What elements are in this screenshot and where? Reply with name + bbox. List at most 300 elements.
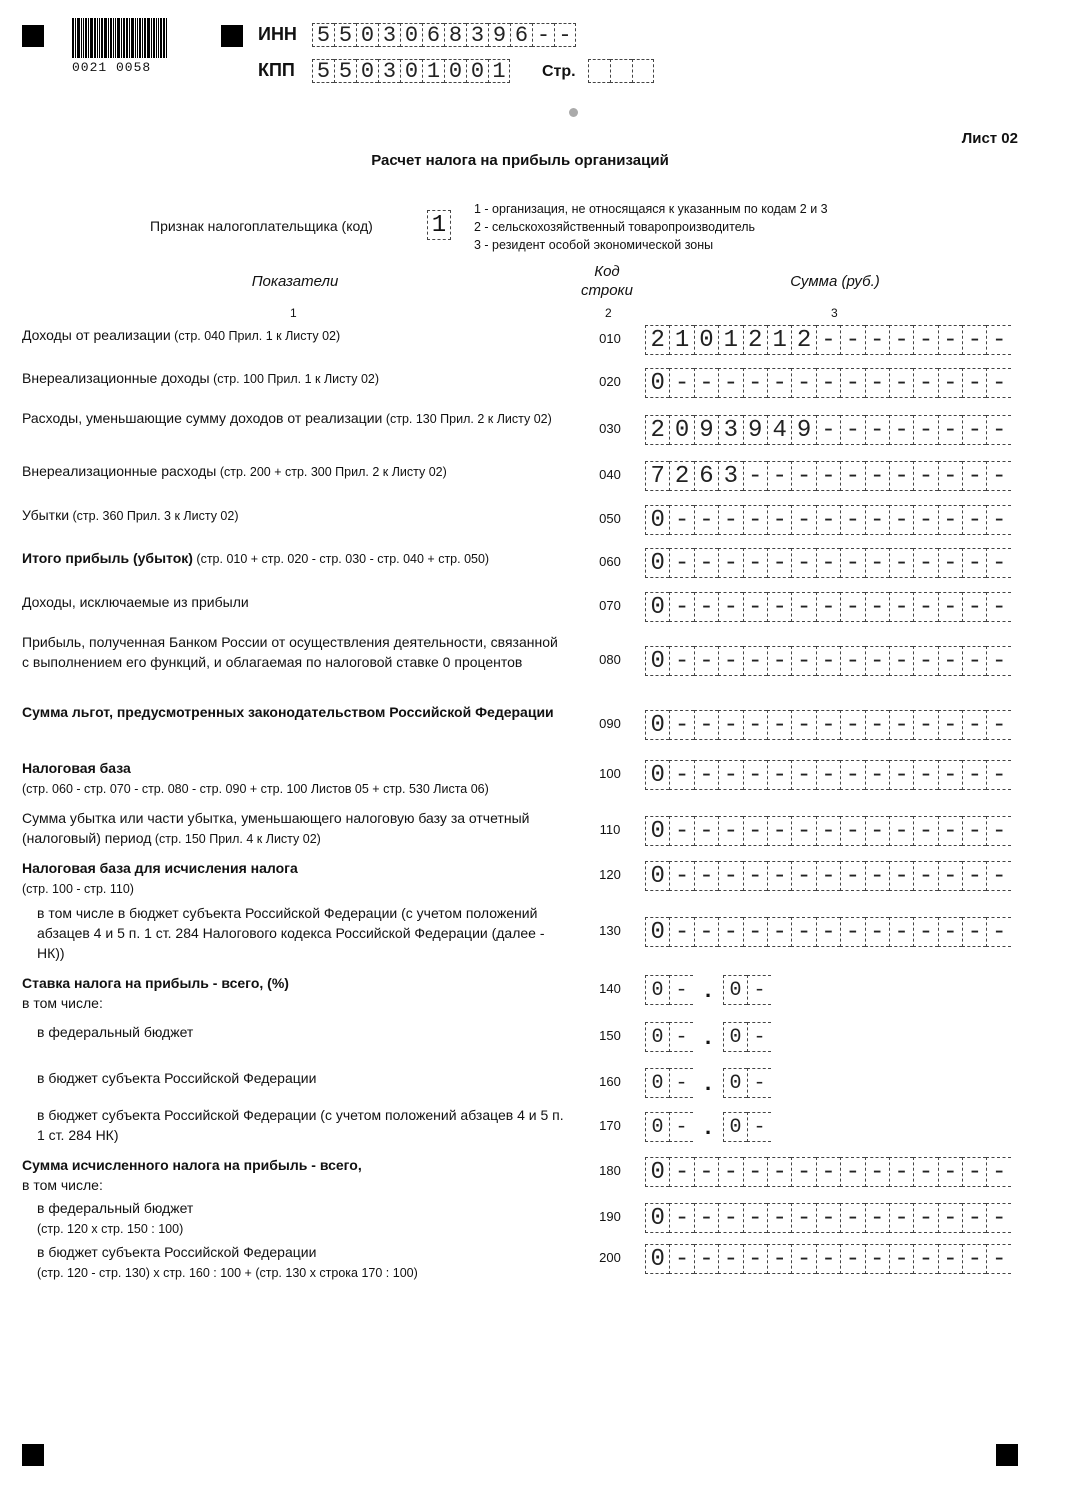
barcode-bar bbox=[113, 18, 114, 58]
amount-digit-cell: - bbox=[938, 415, 962, 445]
amount-digit-cell: - bbox=[913, 592, 937, 622]
row-label-text: в федеральный бюджет bbox=[37, 1024, 194, 1040]
amount-digit-cell: - bbox=[694, 816, 718, 846]
page-digit-cell bbox=[632, 59, 654, 83]
row-code: 190 bbox=[599, 1209, 621, 1224]
amount-digit-cell: - bbox=[669, 505, 693, 535]
row-label bbox=[22, 808, 567, 849]
page-number-field[interactable] bbox=[588, 59, 654, 83]
inn-digit-cell: 3 bbox=[378, 23, 400, 47]
amount-digit-cell: - bbox=[718, 861, 742, 891]
rate-digit-cell: 0 bbox=[723, 975, 747, 1005]
amount-digit-cell: - bbox=[889, 760, 913, 790]
amount-digit-cell: - bbox=[938, 710, 962, 740]
amount-digit-cell: - bbox=[938, 325, 962, 355]
amount-field[interactable] bbox=[645, 646, 1011, 676]
amount-digit-cell: - bbox=[767, 461, 791, 491]
row-code: 080 bbox=[599, 652, 621, 667]
row-code: 060 bbox=[599, 554, 621, 569]
kpp-digit-cell: 0 bbox=[356, 59, 378, 83]
kpp-digit-cell: 1 bbox=[488, 59, 510, 83]
row-label-text: в бюджет субъекта Российской Федерации (с учетом положений абзацев 4 и 5 п. 1 ст. 284 НК) bbox=[37, 1107, 564, 1143]
registration-marker-bottom-right bbox=[996, 1444, 1018, 1466]
inn-field[interactable] bbox=[312, 23, 576, 47]
row-label-formula: (стр. 120 - стр. 130) х стр. 160 : 100 + (стр. 130 х строка 170 : 100) bbox=[37, 1266, 418, 1280]
amount-digit-cell: - bbox=[913, 710, 937, 740]
amount-digit-cell: 0 bbox=[645, 1244, 669, 1274]
rate-digit-cell: - bbox=[747, 1068, 771, 1098]
amount-digit-cell: - bbox=[743, 592, 767, 622]
barcode-bar bbox=[123, 18, 125, 58]
row-label bbox=[37, 1105, 567, 1145]
amount-digit-cell: - bbox=[669, 917, 693, 947]
amount-digit-cell: - bbox=[840, 548, 864, 578]
kpp-label: КПП bbox=[258, 60, 295, 80]
amount-digit-cell: - bbox=[816, 710, 840, 740]
row-label bbox=[37, 903, 567, 963]
amount-digit-cell: - bbox=[938, 592, 962, 622]
amount-digit-cell: - bbox=[743, 368, 767, 398]
amount-digit-cell: - bbox=[865, 415, 889, 445]
amount-digit-cell: - bbox=[913, 325, 937, 355]
amount-digit-cell: - bbox=[889, 646, 913, 676]
amount-digit-cell: - bbox=[865, 368, 889, 398]
row-code: 200 bbox=[599, 1250, 621, 1265]
amount-digit-cell: - bbox=[694, 710, 718, 740]
amount-digit-cell: - bbox=[669, 548, 693, 578]
amount-digit-cell: - bbox=[938, 861, 962, 891]
amount-field[interactable] bbox=[645, 505, 1011, 535]
rate-field[interactable] bbox=[645, 1068, 771, 1098]
amount-digit-cell: - bbox=[718, 816, 742, 846]
rate-cell-group bbox=[723, 1112, 771, 1142]
amount-digit-cell: - bbox=[986, 710, 1010, 740]
row-label-text: в бюджет субъекта Российской Федерации bbox=[37, 1070, 317, 1086]
amount-digit-cell: - bbox=[962, 592, 986, 622]
inn-digit-cell: 6 bbox=[510, 23, 532, 47]
barcode-bar bbox=[101, 18, 103, 58]
row-label bbox=[37, 1022, 567, 1042]
amount-digit-cell: - bbox=[889, 816, 913, 846]
amount-digit-cell: - bbox=[938, 1244, 962, 1274]
inn-digit-cell: 9 bbox=[488, 23, 510, 47]
row-label-formula: (стр. 360 Прил. 3 к Листу 02) bbox=[69, 509, 239, 523]
amount-digit-cell: - bbox=[816, 1203, 840, 1233]
column-header-indicators: Показатели bbox=[251, 273, 339, 290]
row-label-formula: (стр. 100 Прил. 1 к Листу 02) bbox=[209, 372, 380, 386]
amount-digit-cell: - bbox=[962, 505, 986, 535]
column-number-1: 1 bbox=[290, 306, 297, 320]
amount-digit-cell: 6 bbox=[694, 461, 718, 491]
amount-digit-cell: 2 bbox=[791, 325, 815, 355]
amount-digit-cell: - bbox=[791, 548, 815, 578]
amount-digit-cell: - bbox=[816, 1157, 840, 1187]
amount-field[interactable] bbox=[645, 917, 1011, 947]
row-label bbox=[22, 461, 567, 482]
amount-digit-cell: 3 bbox=[718, 461, 742, 491]
amount-digit-cell: - bbox=[718, 505, 742, 535]
amount-digit-cell: - bbox=[718, 1244, 742, 1274]
row-label bbox=[37, 1242, 567, 1283]
row-label bbox=[22, 858, 567, 899]
amount-digit-cell: - bbox=[767, 917, 791, 947]
amount-digit-cell: - bbox=[986, 1244, 1010, 1274]
barcode-bar bbox=[115, 18, 116, 58]
inn-digit-cell: - bbox=[532, 23, 554, 47]
row-code: 050 bbox=[599, 511, 621, 526]
barcode-bar bbox=[117, 18, 120, 58]
kpp-digit-cell: 0 bbox=[466, 59, 488, 83]
amount-digit-cell: - bbox=[865, 861, 889, 891]
column-header-code-line1: Код bbox=[594, 263, 620, 280]
barcode-bar bbox=[81, 18, 82, 58]
amount-digit-cell: 0 bbox=[645, 1203, 669, 1233]
page-label: Стр. bbox=[542, 63, 576, 80]
kpp-field[interactable] bbox=[312, 59, 510, 83]
amount-digit-cell: - bbox=[865, 1203, 889, 1233]
amount-digit-cell: - bbox=[962, 461, 986, 491]
rate-cell-group bbox=[645, 1068, 693, 1098]
amount-digit-cell: - bbox=[962, 710, 986, 740]
amount-field[interactable] bbox=[645, 325, 1011, 355]
rate-digit-cell: 0 bbox=[645, 1068, 669, 1098]
row-label-bold: Сумма исчисленного налога на прибыль - всего, bbox=[22, 1157, 362, 1173]
amount-digit-cell: - bbox=[889, 548, 913, 578]
amount-digit-cell: - bbox=[767, 368, 791, 398]
amount-digit-cell: 0 bbox=[645, 592, 669, 622]
amount-digit-cell: - bbox=[767, 1203, 791, 1233]
kpp-digit-cell: 0 bbox=[444, 59, 466, 83]
amount-digit-cell: - bbox=[889, 505, 913, 535]
barcode-bar bbox=[135, 18, 136, 58]
amount-digit-cell: - bbox=[962, 325, 986, 355]
amount-digit-cell: - bbox=[962, 646, 986, 676]
rate-digit-cell: 0 bbox=[645, 1022, 669, 1052]
row-code: 100 bbox=[599, 766, 621, 781]
row-label bbox=[22, 325, 567, 346]
sheet-label: Лист 02 bbox=[961, 130, 1018, 147]
amount-digit-cell: - bbox=[743, 548, 767, 578]
amount-digit-cell: - bbox=[986, 816, 1010, 846]
barcode bbox=[72, 18, 192, 76]
amount-digit-cell: - bbox=[840, 760, 864, 790]
amount-digit-cell: - bbox=[743, 917, 767, 947]
amount-digit-cell: - bbox=[718, 710, 742, 740]
row-code: 090 bbox=[599, 716, 621, 731]
row-code: 150 bbox=[599, 1028, 621, 1043]
amount-digit-cell: - bbox=[767, 646, 791, 676]
amount-digit-cell: - bbox=[816, 415, 840, 445]
amount-digit-cell: - bbox=[816, 646, 840, 676]
amount-digit-cell: - bbox=[718, 646, 742, 676]
amount-digit-cell: - bbox=[889, 461, 913, 491]
row-label-formula: (стр. 200 + стр. 300 Прил. 2 к Листу 02) bbox=[216, 465, 447, 479]
amount-digit-cell: - bbox=[986, 917, 1010, 947]
rate-cell-group bbox=[645, 975, 693, 1005]
amount-digit-cell: - bbox=[767, 1157, 791, 1187]
rate-cell-group bbox=[723, 975, 771, 1005]
row-label-formula: (стр. 100 - стр. 110) bbox=[22, 882, 134, 896]
amount-digit-cell: - bbox=[694, 1244, 718, 1274]
amount-digit-cell: - bbox=[913, 917, 937, 947]
amount-digit-cell: - bbox=[840, 917, 864, 947]
amount-field[interactable] bbox=[645, 760, 1011, 790]
amount-digit-cell: - bbox=[913, 1157, 937, 1187]
amount-digit-cell: - bbox=[986, 861, 1010, 891]
row-code: 030 bbox=[599, 421, 621, 436]
barcode-bar bbox=[142, 18, 143, 58]
amount-digit-cell: - bbox=[743, 760, 767, 790]
amount-digit-cell: - bbox=[669, 368, 693, 398]
row-label bbox=[22, 592, 567, 612]
row-code: 040 bbox=[599, 467, 621, 482]
barcode-bar bbox=[144, 18, 146, 58]
rate-digit-cell: 0 bbox=[723, 1112, 747, 1142]
amount-digit-cell: - bbox=[816, 917, 840, 947]
amount-digit-cell: - bbox=[694, 861, 718, 891]
barcode-bar bbox=[131, 18, 134, 58]
inn-digit-cell: 5 bbox=[334, 23, 356, 47]
barcode-bar bbox=[108, 18, 109, 58]
row-label-formula: (стр. 120 х стр. 150 : 100) bbox=[37, 1222, 184, 1236]
row-label-formula: (стр. 130 Прил. 2 к Листу 02) bbox=[382, 412, 552, 426]
row-label-bold: Итого прибыль (убыток) bbox=[22, 550, 193, 566]
inn-label: ИНН bbox=[258, 24, 297, 44]
inn-digit-cell: 8 bbox=[444, 23, 466, 47]
amount-digit-cell: - bbox=[767, 592, 791, 622]
row-label-text: Внереализационные расходы bbox=[22, 463, 217, 479]
barcode-bar bbox=[153, 18, 155, 58]
amount-field[interactable] bbox=[645, 368, 1011, 398]
amount-digit-cell: 0 bbox=[645, 760, 669, 790]
row-label bbox=[22, 702, 567, 722]
kpp-digit-cell: 1 bbox=[422, 59, 444, 83]
amount-digit-cell: 0 bbox=[645, 1157, 669, 1187]
amount-digit-cell: - bbox=[962, 917, 986, 947]
amount-digit-cell: 0 bbox=[645, 861, 669, 891]
amount-digit-cell: - bbox=[718, 1157, 742, 1187]
kpp-digit-cell: 5 bbox=[312, 59, 334, 83]
amount-digit-cell: 0 bbox=[694, 325, 718, 355]
rate-field[interactable] bbox=[645, 1022, 771, 1052]
row-label bbox=[22, 548, 567, 569]
inn-digit-cell: 0 bbox=[356, 23, 378, 47]
amount-digit-cell: - bbox=[938, 368, 962, 398]
barcode-bar bbox=[160, 18, 162, 58]
amount-digit-cell: - bbox=[986, 1203, 1010, 1233]
amount-field[interactable] bbox=[645, 710, 1011, 740]
amount-digit-cell: - bbox=[938, 1203, 962, 1233]
amount-digit-cell: - bbox=[889, 1157, 913, 1187]
row-label-formula: (стр. 060 - стр. 070 - стр. 080 - стр. 090 + стр. 100 Листов 05 + стр. 530 Листа 06) bbox=[22, 782, 489, 796]
amount-digit-cell: - bbox=[938, 646, 962, 676]
barcode-bar bbox=[166, 18, 167, 58]
amount-digit-cell: - bbox=[962, 1157, 986, 1187]
amount-digit-cell: - bbox=[962, 816, 986, 846]
amount-field[interactable] bbox=[645, 861, 1011, 891]
amount-digit-cell: - bbox=[743, 505, 767, 535]
amount-digit-cell: - bbox=[694, 592, 718, 622]
amount-digit-cell: 0 bbox=[669, 415, 693, 445]
rate-field[interactable] bbox=[645, 1112, 771, 1142]
amount-digit-cell: - bbox=[767, 710, 791, 740]
amount-digit-cell: 2 bbox=[645, 415, 669, 445]
amount-digit-cell: - bbox=[865, 1244, 889, 1274]
amount-digit-cell: - bbox=[694, 548, 718, 578]
rate-cell-group bbox=[723, 1022, 771, 1052]
column-header-code bbox=[572, 262, 642, 300]
amount-digit-cell: - bbox=[816, 505, 840, 535]
kpp-digit-cell: 0 bbox=[400, 59, 422, 83]
kpp-digit-cell: 3 bbox=[378, 59, 400, 83]
amount-digit-cell: - bbox=[986, 325, 1010, 355]
row-code: 160 bbox=[599, 1074, 621, 1089]
row-label-text: Убытки bbox=[22, 507, 70, 523]
amount-digit-cell: - bbox=[962, 760, 986, 790]
amount-field[interactable] bbox=[645, 415, 1011, 445]
amount-digit-cell: - bbox=[913, 1244, 937, 1274]
amount-digit-cell: - bbox=[840, 1157, 864, 1187]
amount-digit-cell: - bbox=[718, 760, 742, 790]
amount-digit-cell: - bbox=[816, 461, 840, 491]
amount-digit-cell: - bbox=[791, 760, 815, 790]
amount-digit-cell: - bbox=[791, 861, 815, 891]
amount-field[interactable] bbox=[645, 1157, 1011, 1187]
taxpayer-sign-field[interactable]: 1 bbox=[427, 210, 451, 240]
amount-digit-cell: 9 bbox=[791, 415, 815, 445]
amount-digit-cell: - bbox=[816, 548, 840, 578]
amount-field[interactable] bbox=[645, 592, 1011, 622]
amount-field[interactable] bbox=[645, 816, 1011, 846]
amount-digit-cell: - bbox=[767, 816, 791, 846]
amount-digit-cell: - bbox=[986, 505, 1010, 535]
row-code: 020 bbox=[599, 374, 621, 389]
rate-field[interactable] bbox=[645, 975, 771, 1005]
amount-digit-cell: - bbox=[889, 325, 913, 355]
barcode-bar bbox=[83, 18, 84, 58]
amount-digit-cell: - bbox=[962, 1244, 986, 1274]
barcode-bar bbox=[137, 18, 138, 58]
rate-digit-cell: 0 bbox=[645, 1112, 669, 1142]
row-label-formula: (стр. 010 + стр. 020 - стр. 030 - стр. 040 + стр. 050) bbox=[192, 552, 490, 566]
column-header-code-line2: строки bbox=[581, 282, 633, 299]
rate-digit-cell: - bbox=[669, 1022, 693, 1052]
row-label-text: в бюджет субъекта Российской Федерации bbox=[37, 1244, 317, 1260]
amount-digit-cell: - bbox=[938, 816, 962, 846]
amount-digit-cell: - bbox=[913, 760, 937, 790]
amount-field[interactable] bbox=[645, 1203, 1011, 1233]
barcode-bar bbox=[158, 18, 159, 58]
amount-digit-cell: - bbox=[986, 548, 1010, 578]
amount-digit-cell: - bbox=[669, 760, 693, 790]
amount-digit-cell: - bbox=[767, 760, 791, 790]
page-digit-cell bbox=[610, 59, 632, 83]
amount-field[interactable] bbox=[645, 548, 1011, 578]
row-label-text: Расходы, уменьшающие сумму доходов от реализации bbox=[22, 410, 383, 426]
amount-digit-cell: - bbox=[889, 710, 913, 740]
amount-digit-cell: - bbox=[816, 816, 840, 846]
row-label-text: в том числе в бюджет субъекта Российской Федерации (с учетом положений абзацев 4 и 5 п. 1 ст. 284 Налогового кодекса Российской Федерации (далее - НК)) bbox=[37, 905, 545, 961]
amount-digit-cell: - bbox=[865, 917, 889, 947]
row-label-text: Доходы от реализации bbox=[22, 327, 171, 343]
row-label-text: в том числе: bbox=[22, 1177, 103, 1193]
amount-digit-cell: - bbox=[791, 710, 815, 740]
amount-digit-cell: - bbox=[743, 1203, 767, 1233]
amount-digit-cell: - bbox=[694, 917, 718, 947]
barcode-bar bbox=[85, 18, 87, 58]
registration-marker-bottom-left bbox=[22, 1444, 44, 1466]
amount-digit-cell: - bbox=[938, 760, 962, 790]
rate-digit-cell: 0 bbox=[723, 1022, 747, 1052]
amount-field[interactable] bbox=[645, 461, 1011, 491]
scan-dot bbox=[569, 108, 578, 117]
barcode-bar bbox=[88, 18, 89, 58]
amount-digit-cell: - bbox=[865, 548, 889, 578]
amount-digit-cell: - bbox=[791, 917, 815, 947]
inn-digit-cell: 0 bbox=[400, 23, 422, 47]
row-code: 140 bbox=[599, 981, 621, 996]
amount-digit-cell: - bbox=[840, 1244, 864, 1274]
amount-digit-cell: - bbox=[913, 548, 937, 578]
row-label bbox=[37, 1068, 567, 1088]
amount-digit-cell: - bbox=[913, 861, 937, 891]
row-label-text: в федеральный бюджет bbox=[37, 1200, 194, 1216]
barcode-bar bbox=[94, 18, 96, 58]
amount-digit-cell: 0 bbox=[645, 646, 669, 676]
amount-digit-cell: - bbox=[767, 548, 791, 578]
row-label-text: в том числе: bbox=[22, 995, 103, 1011]
inn-digit-cell: 3 bbox=[466, 23, 488, 47]
row-code: 070 bbox=[599, 598, 621, 613]
amount-digit-cell: - bbox=[840, 816, 864, 846]
amount-digit-cell: - bbox=[791, 646, 815, 676]
amount-digit-cell: - bbox=[694, 1203, 718, 1233]
barcode-bar bbox=[99, 18, 100, 58]
amount-digit-cell: 1 bbox=[718, 325, 742, 355]
amount-digit-cell: - bbox=[938, 917, 962, 947]
taxpayer-sign-option: 1 - организация, не относящаяся к указанным по кодам 2 и 3 bbox=[474, 202, 828, 216]
amount-digit-cell: 0 bbox=[645, 505, 669, 535]
amount-digit-cell: - bbox=[938, 461, 962, 491]
amount-digit-cell: - bbox=[938, 1157, 962, 1187]
row-label-formula: (стр. 150 Прил. 4 к Листу 02) bbox=[151, 832, 321, 846]
amount-digit-cell: - bbox=[669, 1244, 693, 1274]
barcode-number: 0021 0058 bbox=[72, 60, 152, 75]
amount-digit-cell: 1 bbox=[669, 325, 693, 355]
amount-digit-cell: - bbox=[840, 368, 864, 398]
column-number-2: 2 bbox=[605, 306, 612, 320]
rate-cell-group bbox=[645, 1022, 693, 1052]
column-number-3: 3 bbox=[831, 306, 838, 320]
amount-digit-cell: - bbox=[865, 646, 889, 676]
rate-cell-group bbox=[645, 1112, 693, 1142]
row-label-text: Сумма убытка или части убытка, уменьшающего налоговую базу за отчетный (налоговый) период bbox=[22, 810, 530, 846]
barcode-bar bbox=[97, 18, 98, 58]
amount-digit-cell: - bbox=[938, 548, 962, 578]
amount-digit-cell: 2 bbox=[669, 461, 693, 491]
amount-digit-cell: - bbox=[669, 861, 693, 891]
amount-field[interactable] bbox=[645, 1244, 1011, 1274]
row-label bbox=[22, 1155, 567, 1195]
amount-digit-cell: - bbox=[669, 816, 693, 846]
amount-digit-cell: - bbox=[718, 548, 742, 578]
taxpayer-sign-option: 2 - сельскохозяйственный товаропроизводитель bbox=[474, 220, 756, 234]
amount-digit-cell: - bbox=[694, 368, 718, 398]
amount-digit-cell: - bbox=[840, 710, 864, 740]
amount-digit-cell: - bbox=[986, 415, 1010, 445]
amount-digit-cell: - bbox=[840, 461, 864, 491]
amount-digit-cell: - bbox=[986, 1157, 1010, 1187]
